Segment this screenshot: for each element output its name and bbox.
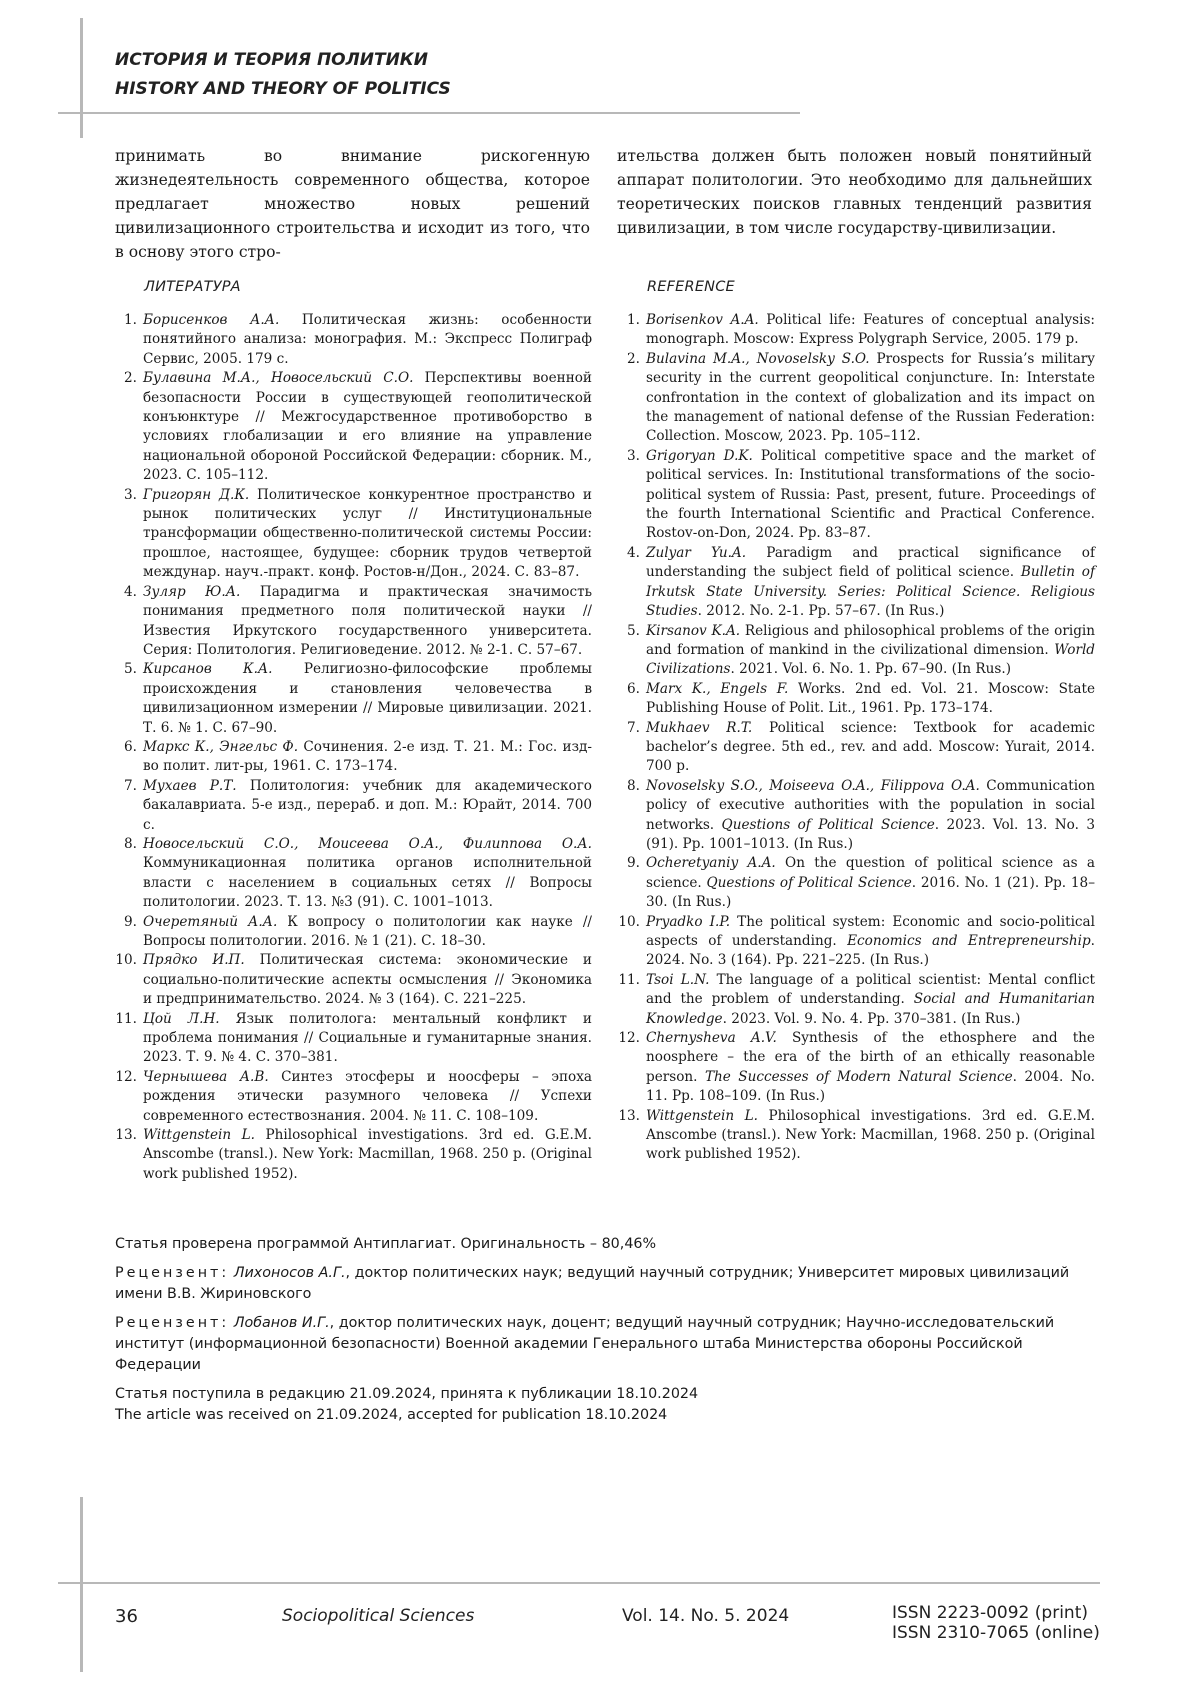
item-text: Политическая жизнь: особенности понятийного анализа: монография. М.: Экспресс Полиграф Сервис, 2005. 179 с. [143, 312, 592, 367]
item-author: Прядко И.П. [143, 952, 245, 969]
item-text: Сочинения. 2-е изд. Т. 21. М.: Гос. изд-во полит. лит-ры, 1961. С. 173–174. [143, 738, 592, 775]
issn-online: ISSN 2310-7065 (online) [892, 1623, 1100, 1643]
item-number: 2. [124, 370, 137, 387]
literature-item [115, 951, 592, 1009]
item-author: Булавина М.А., Новосельский С.О. [143, 370, 414, 387]
item-number: 4. [124, 583, 137, 600]
item-number: 5. [627, 622, 640, 639]
item-author: Borisenkov A.A. [646, 312, 759, 328]
item-author: Novoselsky S.O., Moiseeva O.A., Filippova O.A. [646, 777, 980, 794]
body-paragraph-right: ительства должен быть положен новый понятийный аппарат политологии. Это необходимо для дальнейших теоретических поисков главных тенденций развития цивилизации, в том числе государству-цивилизации. [617, 147, 1092, 237]
reference-heading: REFERENCE [647, 279, 735, 295]
literature-item [115, 486, 592, 583]
item-number: 12. [618, 1030, 640, 1047]
item-text: Язык политолога: ментальный конфликт и проблема понимания // Социальные и гуманитарные знания. 2023. Т. 9. № 4. С. 370–381. [143, 1010, 592, 1066]
item-journal: Bulletin of Irkutsk State University. Series: Political Science. Religious Studies [646, 564, 1095, 620]
item-number: 3. [124, 486, 137, 503]
item-author: Новосельский С.О., Моисеева О.А., Филиппова О.А. [143, 835, 592, 852]
item-number: 11. [618, 971, 640, 988]
item-text: Политическая система: экономические и социально-политические аспекты осмысления // Экономика и предпринимательство. 2024. № 3 (164). С. 221–225. [143, 952, 592, 1008]
literature-item [115, 1126, 592, 1184]
item-number: 6. [124, 738, 137, 755]
item-number: 9. [124, 913, 137, 930]
item-tail: . 2024. No. 3 (164). Pp. 221–225. (In Rus.) [646, 933, 1095, 969]
item-number: 13. [618, 1107, 640, 1124]
item-number: 11. [115, 1010, 137, 1027]
item-journal: World Civilizations [646, 641, 1095, 678]
item-author: Mukhaev R.T. [646, 719, 753, 736]
reviewer-2 [115, 1313, 1100, 1376]
header-rule [58, 112, 800, 114]
item-number: 1. [627, 312, 640, 328]
literature-item [115, 583, 592, 661]
body-paragraph-left: принимать во внимание рискогенную жизнедеятельность современного общества, которое предлагает множество новых решений цивилизационного строительства и исходит из того, что в основу этого стро- [115, 147, 590, 261]
volume-info: Vol. 14. No. 5. 2024 [622, 1606, 790, 1626]
item-journal: Questions of Political Science [706, 874, 912, 891]
item-tail: . 2021. Vol. 6. No. 1. Pp. 67–90. (In Rus.) [730, 661, 1012, 678]
item-tail: . 2016. No. 1 (21). Pp. 18–30. (In Rus.) [646, 874, 1095, 911]
item-author: Tsoi L.N. [646, 971, 710, 988]
item-author: Kirsanov K.A. [646, 622, 741, 639]
item-author: Кирсанов К.А. [143, 661, 273, 678]
literature-item [115, 369, 592, 485]
running-head [115, 46, 451, 104]
item-text: Philosophical investigations. 3rd ed. G.E.M. Anscombe (transl.). New York: Macmillan, 1968. 250 p. (Original work published 1952). [646, 1107, 1096, 1163]
item-number: 5. [124, 661, 137, 678]
item-text: Philosophical investigations. 3rd ed. G.E.M. Anscombe (transl.). New York: Macmillan, 1968. 250 p. (Original work published 1952). [143, 1127, 593, 1182]
reference-item [618, 544, 1095, 622]
item-text: Коммуникационная политика органов исполнительной власти с населением в социальных сетях // Вопросы политологии. 2023. Т. 13. №3 (91). С. 1001–1013. [143, 855, 592, 911]
reference-item [618, 350, 1095, 447]
item-number: 4. [627, 544, 640, 561]
reference-item [618, 854, 1095, 912]
issn-block [892, 1603, 1100, 1643]
item-text: Synthesis of the ethosphere and the noosphere – the era of the birth of an ethically reasonable person. [646, 1030, 1095, 1085]
literature-list [115, 311, 592, 1184]
item-number: 7. [124, 777, 137, 794]
literature-item [115, 777, 592, 835]
item-number: 8. [627, 777, 640, 794]
received-note-ru: Статья поступила в редакцию 21.09.2024, принята к публикации 18.10.2024 [115, 1386, 699, 1402]
reviewer-1 [115, 1263, 1100, 1305]
item-author: Wittgenstein L. [143, 1127, 255, 1144]
reference-item [618, 622, 1095, 680]
reference-item [618, 971, 1095, 1029]
item-text: Paradigm and practical significance of understanding the subject field of political science. [646, 544, 1095, 581]
item-number: 13. [115, 1127, 137, 1144]
item-author: Цой Л.Н. [143, 1010, 220, 1027]
body-column-left [115, 144, 590, 264]
page-number: 36 [115, 1606, 138, 1627]
reference-list [618, 311, 1095, 1165]
item-author: Wittgenstein L. [646, 1107, 758, 1124]
item-tail: . 2023. Vol. 9. No. 4. Pp. 370–381. (In Rus.) [722, 1010, 1021, 1027]
item-journal: Economics and Entrepreneurship [847, 933, 1091, 949]
item-author: Zulyar Yu.A. [646, 544, 747, 561]
item-text: Синтез этосферы и ноосферы – эпоха рождения этически разумного человека // Успехи современного естествознания. 2004. № 11. С. 108–109. [143, 1068, 592, 1124]
item-text: Парадигма и практическая значимость понимания предметного поля политической науки // Известия Иркутского государственного университета. Серия: Политология. Религиоведение. 2012. № 2-1. С. 57–67. [143, 583, 592, 658]
item-number: 3. [627, 447, 640, 464]
reference-item [618, 311, 1095, 350]
item-author: Ocheretyaniy A.A. [646, 855, 776, 872]
reference-item [618, 1107, 1095, 1165]
item-number: 10. [618, 913, 640, 930]
item-text: Политология: учебник для академического бакалавриата. 5-е изд., перераб. и доп. М.: Юрайт, 2014. 700 с. [143, 777, 592, 833]
item-text: Политическое конкурентное пространство и рынок политических услуг // Институциональные трансформации общественно-политической системы России: прошлое, настоящее, будущее: сборник трудов четвертой междунар. науч.-практ. конф. Ростов-н/Дон., 2024. С. 83–87. [143, 486, 592, 581]
item-tail: . 2012. No. 2-1. Pp. 57–67. (In Rus.) [697, 603, 945, 620]
item-journal: The Successes of Modern Natural Science [704, 1068, 1013, 1085]
section-title-ru: ИСТОРИЯ И ТЕОРИЯ ПОЛИТИКИ [115, 50, 428, 70]
item-author: Grigoryan D.K. [646, 447, 753, 464]
reviewer-name: Лобанов И.Г. [233, 1315, 330, 1331]
reviewer-details: , доктор политических наук, доцент; ведущий научный сотрудник; Научно-исследовательский институт (информационной безопасности) Военной академии Генерального штаба Министерства обороны Российской Федерации [115, 1315, 1055, 1373]
item-text: Religious and philosophical problems of the origin and formation of mankind in the civilizational dimension. [646, 622, 1095, 658]
item-tail: . 2023. Vol. 13. No. 3 (91). Pp. 1001–1013. (In Rus.) [646, 816, 1096, 852]
footer-rule [58, 1582, 1100, 1584]
item-text: The language of a political scientist: Mental conflict and the problem of understanding. [646, 971, 1095, 1008]
item-number: 1. [124, 312, 137, 328]
article-notes [115, 1234, 1100, 1434]
received-note-en: The article was received on 21.09.2024, accepted for publication 18.10.2024 [115, 1407, 668, 1423]
reference-item [618, 680, 1095, 719]
item-text: Works. 2nd ed. Vol. 21. Moscow: State Publishing House of Polit. Lit., 1961. Pp. 173–174. [646, 680, 1095, 717]
reviewer-label: Рецензент: [115, 1265, 230, 1281]
item-journal: Social and Humanitarian Knowledge [646, 991, 1096, 1027]
item-author: Marx K., Engels F. [646, 680, 789, 697]
reviewer-name: Лихоносов А.Г. [233, 1265, 346, 1281]
literature-item [115, 660, 592, 738]
item-text: Communication policy of executive authorities with the population in social networks. [646, 777, 1095, 833]
item-text: Религиозно-философские проблемы происхождения и становления человечества в цивилизационном измерении // Мировые цивилизации. 2021. Т. 6. № 1. С. 67–90. [143, 661, 592, 736]
item-text: Перспективы военной безопасности России в существующей геополитической конъюнктуре // Межгосударственное противоборство в условиях глобализации и его влияние на управление национальной обороной Российской Федерации: сборник. М., 2023. С. 105–112. [143, 370, 592, 484]
item-text: The political system: Economic and socio-political aspects of understanding. [646, 913, 1095, 949]
item-author: Очеретяный А.А. [143, 913, 278, 930]
decorative-vertical-rule-top [80, 18, 83, 138]
item-number: 9. [627, 855, 640, 872]
item-author: Pryadko I.P. [646, 913, 731, 930]
literature-item [115, 1010, 592, 1068]
item-text: К вопросу о политологии как науке // Вопросы политологии. 2016. № 1 (21). С. 18–30. [143, 913, 593, 949]
item-number: 6. [627, 680, 640, 697]
literature-item [115, 913, 592, 952]
item-author: Борисенков А.А. [143, 312, 280, 328]
item-text: Prospects for Russia’s military security in the current geopolitical conjuncture. In: Interstate confrontation in the context of globalization and its impact on the management of national defense of the Russian Federation: Collection. Moscow, 2023. Pp. 105–112. [646, 350, 1095, 445]
journal-name: Sociopolitical Sciences [282, 1606, 475, 1626]
literature-item [115, 738, 592, 777]
item-author: Григорян Д.К. [143, 486, 250, 503]
issn-print: ISSN 2223-0092 (print) [892, 1603, 1088, 1623]
reference-item [618, 1029, 1095, 1107]
literature-item [115, 311, 592, 369]
item-number: 2. [627, 350, 640, 367]
literature-heading: ЛИТЕРАТУРА [144, 279, 241, 295]
item-journal: Questions of Political Science [721, 816, 935, 833]
reference-item [618, 719, 1095, 777]
item-author: Мухаев Р.Т. [143, 777, 237, 794]
reference-item [618, 447, 1095, 544]
item-tail: . 2004. No. 11. Pp. 108–109. (In Rus.) [646, 1068, 1095, 1105]
item-text: Political life: Features of conceptual analysis: monograph. Moscow: Express Polygraph Service, 2005. 179 p. [646, 312, 1095, 348]
item-text: Political science: Textbook for academic bachelor’s degree. 5th ed., rev. and add. Moscow: Yurait, 2014. 700 p. [646, 719, 1096, 775]
item-number: 10. [115, 952, 137, 969]
section-title-en: HISTORY AND THEORY OF POLITICS [115, 79, 451, 99]
antiplagiat-note: Статья проверена программой Антиплагиат. Оригинальность – 80,46% [115, 1236, 657, 1252]
body-column-right [617, 144, 1092, 240]
reference-item [618, 777, 1095, 855]
item-author: Chernysheva A.V. [646, 1030, 777, 1047]
reference-item [618, 913, 1095, 971]
item-number: 7. [627, 719, 640, 736]
decorative-vertical-rule-bottom [80, 1497, 83, 1672]
literature-item [115, 1068, 592, 1126]
item-number: 12. [115, 1068, 137, 1085]
reviewer-details: , доктор политических наук; ведущий научный сотрудник; Университет мировых цивилизаций имени В.В. Жириновского [115, 1265, 1070, 1302]
literature-item [115, 835, 592, 913]
reviewer-label: Рецензент: [115, 1315, 230, 1331]
item-number: 8. [124, 835, 137, 852]
item-text: Political competitive space and the market of political services. In: Institutional transformations of the socio-political system of Russia: Past, present, future. Proceedings of the fourth International Scientific and Practical Conference. Rostov-on-Don, 2024. Pp. 83–87. [646, 447, 1095, 542]
item-text: On the question of political science as a science. [646, 855, 1095, 891]
item-author: Маркс К., Энгельс Ф. [143, 738, 299, 755]
item-author: Чернышева А.В. [143, 1068, 269, 1085]
item-author: Bulavina M.A., Novoselsky S.O. [646, 350, 870, 367]
item-author: Зуляр Ю.А. [143, 583, 241, 600]
